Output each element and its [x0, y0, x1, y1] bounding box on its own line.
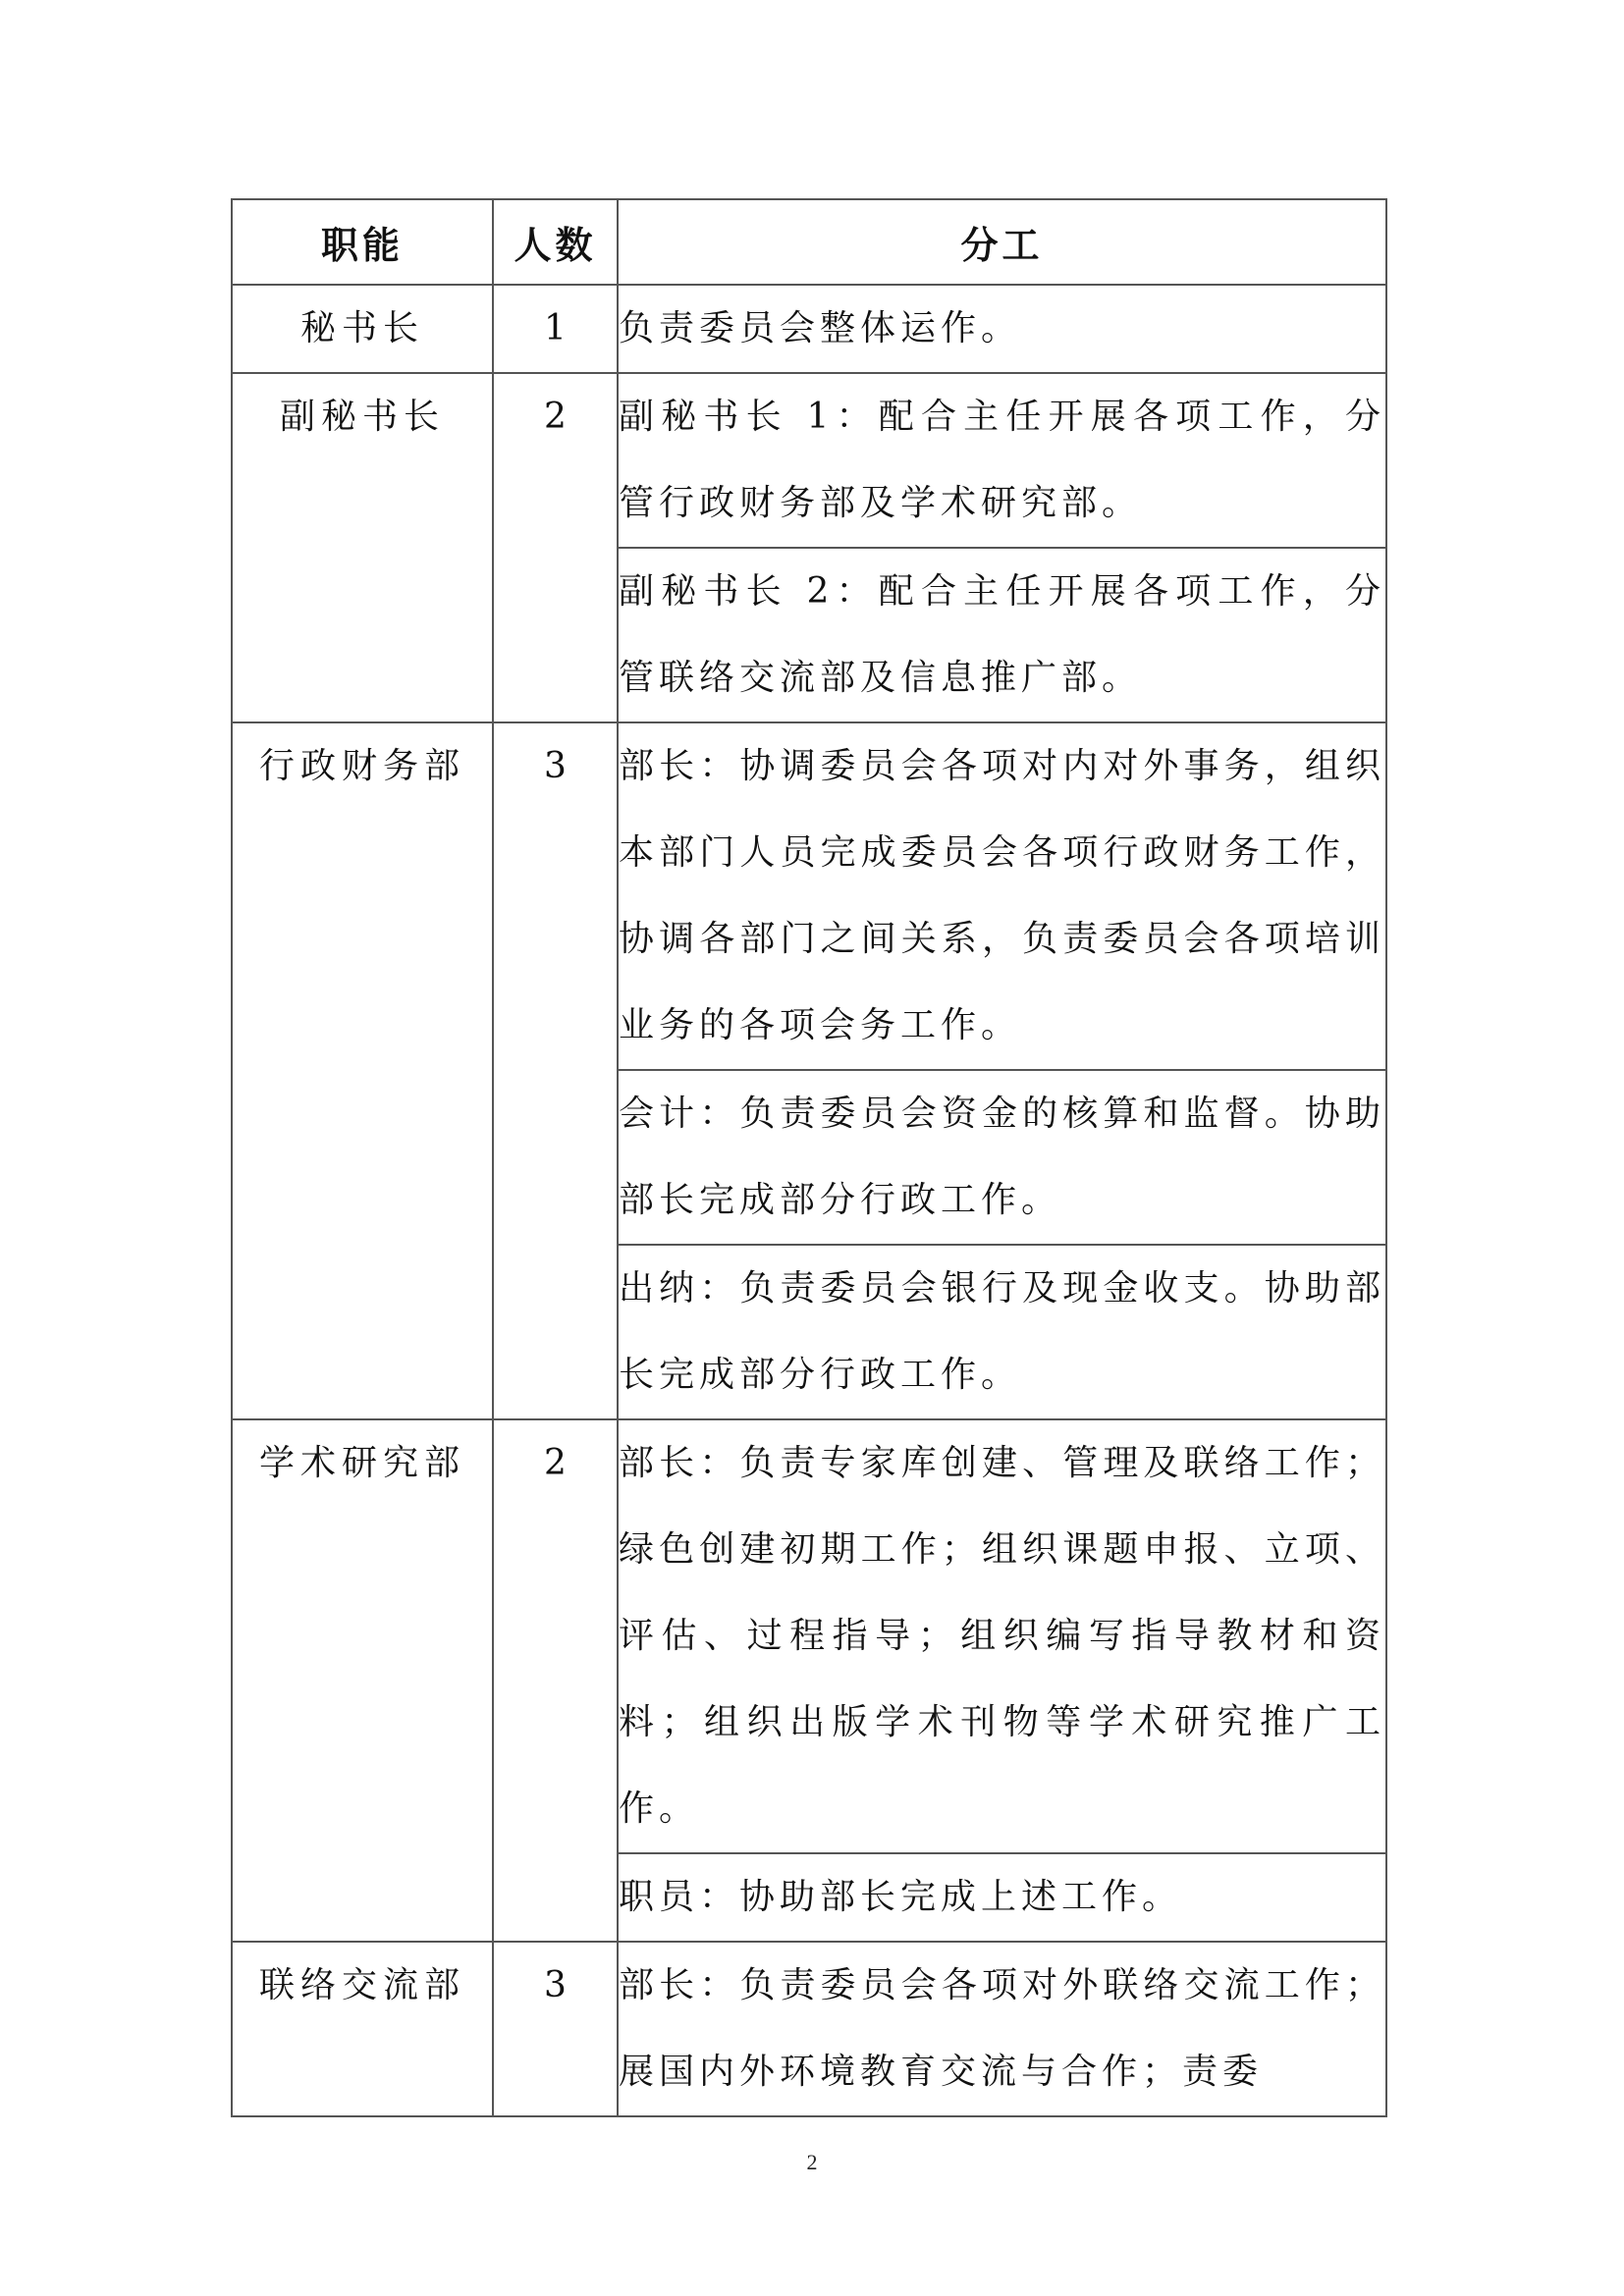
header-duty: 分工 [618, 199, 1386, 285]
header-role: 职能 [232, 199, 493, 285]
duty-cell: 部长：负责专家库创建、管理及联络工作；绿色创建初期工作；组织课题申报、立项、评估、过程指导；组织编写指导教材和资料；组织出版学术刊物等学术研究推广工作。 [618, 1419, 1386, 1853]
duty-cell: 会计：负责委员会资金的核算和监督。协助部长完成部分行政工作。 [618, 1070, 1386, 1245]
duty-table [231, 198, 1387, 2117]
header-count: 人数 [493, 199, 618, 285]
count-cell: 1 [493, 285, 618, 373]
role-cell: 秘书长 [232, 285, 493, 373]
count-cell: 3 [493, 1942, 618, 2116]
table-row [232, 373, 1386, 548]
role-cell: 学术研究部 [232, 1419, 493, 1942]
duty-cell: 部长：协调委员会各项对内对外事务，组织本部门人员完成委员会各项行政财务工作，协调各部门之间关系，负责委员会各项培训业务的各项会务工作。 [618, 722, 1386, 1070]
duty-cell: 部长：负责委员会各项对外联络交流工作；展国内外环境教育交流与合作；责委 [618, 1942, 1386, 2116]
table-row [232, 285, 1386, 373]
table-row [232, 1942, 1386, 2116]
table-header-row [232, 199, 1386, 285]
page-number: 2 [806, 2150, 818, 2174]
count-cell: 2 [493, 1419, 618, 1942]
count-cell: 3 [493, 722, 618, 1419]
table-row [232, 1419, 1386, 1853]
duty-cell: 副秘书长 1：配合主任开展各项工作，分管行政财务部及学术研究部。 [618, 373, 1386, 548]
role-cell: 联络交流部 [232, 1942, 493, 2116]
duty-cell: 职员：协助部长完成上述工作。 [618, 1853, 1386, 1942]
role-cell: 行政财务部 [232, 722, 493, 1419]
duty-cell: 出纳：负责委员会银行及现金收支。协助部长完成部分行政工作。 [618, 1245, 1386, 1419]
role-cell: 副秘书长 [232, 373, 493, 722]
duty-cell: 副秘书长 2：配合主任开展各项工作，分管联络交流部及信息推广部。 [618, 548, 1386, 722]
duty-cell: 负责委员会整体运作。 [618, 285, 1386, 373]
count-cell: 2 [493, 373, 618, 722]
table-row [232, 722, 1386, 1070]
